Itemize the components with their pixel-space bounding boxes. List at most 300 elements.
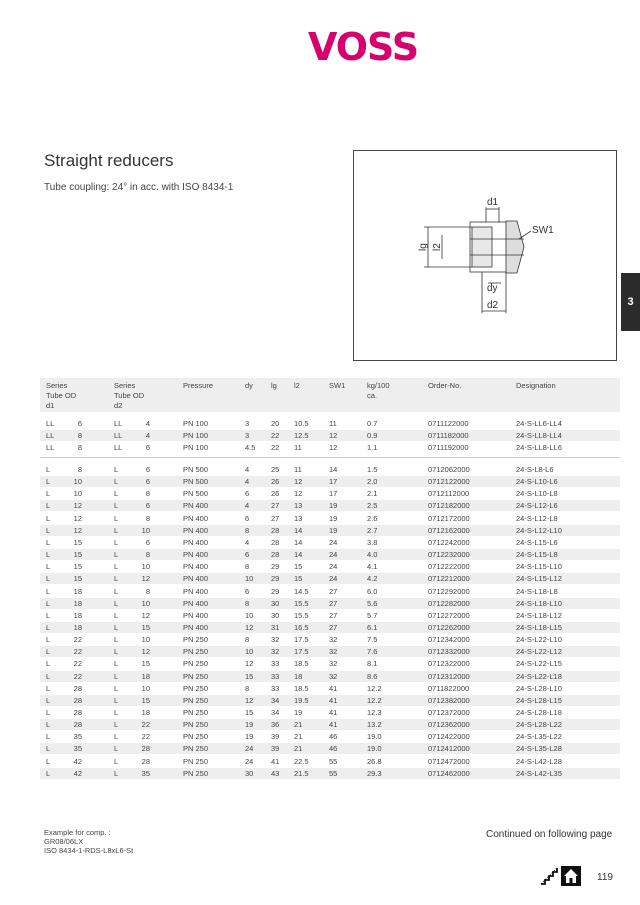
cell-dy: 3 (245, 419, 250, 428)
cell-pressure: PN 500 (183, 477, 209, 487)
cell-od1: 10 (73, 477, 82, 487)
cell-lg: 41 (271, 756, 280, 766)
cell-kg: 5.7 (367, 610, 378, 620)
cell-od1: 12 (73, 525, 82, 535)
cell-od1: 35 (73, 744, 82, 754)
cell-order-no: 0712112000 (428, 489, 470, 499)
cell-series1: L (46, 683, 51, 693)
cell-dy: 10 (245, 610, 254, 620)
cell-dy: 4 (245, 537, 250, 547)
cell-order-no: 0712312000 (428, 671, 470, 681)
label-l2: l2 (432, 243, 443, 251)
cell-series2: L (114, 562, 119, 572)
table-row (40, 731, 620, 742)
cell-sw1: 19 (329, 513, 338, 523)
cell-order-no: 0712322000 (428, 659, 470, 669)
cell-series1: L (46, 610, 51, 620)
cell-kg: 3.8 (367, 537, 378, 547)
cell-order-no: 0712292000 (428, 586, 470, 596)
cell-l2: 12 (294, 477, 303, 487)
cell-od2: 10 (141, 525, 150, 535)
cell-l2: 15 (294, 562, 303, 572)
cell-order-no: 0712332000 (428, 647, 470, 657)
cell-od2: 10 (141, 598, 150, 608)
cell-od2: 22 (141, 732, 150, 742)
cell-kg: 29.3 (367, 768, 382, 778)
table-row (40, 671, 620, 682)
cell-kg: 12.2 (367, 683, 382, 693)
cell-kg: 0.7 (367, 419, 378, 428)
table-row (40, 537, 620, 548)
cell-l2: 14.5 (294, 586, 309, 596)
cell-series1: L (46, 525, 51, 535)
cell-pressure: PN 250 (183, 708, 209, 717)
table-row (40, 707, 620, 718)
cell-kg: 0.9 (367, 431, 378, 440)
cell-series2: L (114, 635, 119, 645)
cell-dy: 19 (245, 732, 254, 742)
cell-series1: L (46, 501, 51, 511)
cell-kg: 8.6 (367, 671, 378, 681)
cell-order-no: 0711182000 (428, 431, 469, 440)
page-title: Straight reducers (44, 151, 174, 170)
cell-dy: 4 (245, 501, 250, 511)
table-row (40, 634, 620, 645)
cell-dy: 12 (245, 622, 254, 632)
cell-od2: 4 (145, 419, 150, 428)
cell-od2: 8 (145, 550, 150, 560)
cell-od2: 15 (141, 622, 150, 632)
table-row (40, 658, 620, 669)
cell-od2: 10 (141, 562, 150, 572)
section-tab: 3 (621, 273, 640, 331)
cell-order-no: 0712242000 (428, 537, 470, 547)
cell-designation: 24-S-L8-L6 (516, 465, 554, 474)
cell-order-no: 0712362000 (428, 720, 470, 730)
cell-lg: 34 (271, 708, 280, 717)
cell-l2: 10.5 (294, 419, 309, 428)
cell-designation: 24-S-L22-L18 (516, 671, 562, 681)
cell-series1: L (46, 598, 51, 608)
cell-designation: 24-S-LL6-LL4 (516, 419, 562, 428)
table-row (40, 476, 620, 487)
cell-dy: 6 (245, 550, 250, 560)
cell-sw1: 24 (329, 562, 338, 572)
cell-pressure: PN 250 (183, 671, 209, 681)
cell-od1: 28 (73, 683, 82, 693)
table-row (40, 646, 620, 657)
label-sw1: SW1 (532, 225, 554, 236)
cell-sw1: 24 (329, 537, 338, 547)
cell-od2: 28 (141, 744, 150, 754)
cell-sw1: 55 (329, 768, 338, 778)
cell-kg: 19.0 (367, 744, 382, 754)
cell-lg: 33 (271, 659, 280, 669)
cell-series2: L (114, 695, 119, 705)
table-row (40, 513, 620, 524)
example-note: Example for comp. : GR08/06LX ISO 8434-1-RDS-L8xL6-St (44, 828, 134, 855)
cell-designation: 24-S-L18-L10 (516, 598, 562, 608)
cell-od2: 6 (145, 443, 150, 452)
cell-pressure: PN 250 (183, 720, 209, 730)
cell-dy: 8 (245, 562, 250, 572)
cell-dy: 8 (245, 635, 250, 645)
cell-l2: 16.5 (294, 622, 309, 632)
cell-od1: 42 (73, 756, 82, 766)
cell-series2: L (114, 720, 119, 730)
cell-l2: 13 (294, 501, 303, 511)
reducer-drawing (354, 151, 618, 362)
header-designation: Designation (516, 381, 556, 390)
cell-od1: 28 (73, 720, 82, 730)
cell-dy: 4 (245, 477, 250, 487)
cell-od2: 8 (145, 513, 150, 523)
cell-kg: 2.1 (367, 489, 378, 499)
label-d2: d2 (487, 300, 499, 311)
cell-pressure: PN 400 (183, 513, 209, 523)
cell-l2: 18.5 (294, 683, 309, 693)
cell-lg: 30 (271, 598, 280, 608)
cell-kg: 2.7 (367, 525, 378, 535)
cell-sw1: 17 (329, 477, 338, 487)
header-dy: dy (245, 381, 253, 390)
cell-series1: L (46, 513, 51, 523)
cell-pressure: PN 400 (183, 562, 209, 572)
cell-sw1: 27 (329, 598, 338, 608)
cell-series2: L (114, 610, 119, 620)
cell-pressure: PN 250 (183, 732, 209, 742)
cell-designation: 24-S-L22-L15 (516, 659, 562, 669)
cell-lg: 29 (271, 562, 280, 572)
cell-series2: L (114, 647, 119, 657)
cell-sw1: 27 (329, 622, 338, 632)
cell-sw1: 14 (329, 465, 338, 474)
cell-order-no: 0712262000 (428, 622, 470, 632)
cell-series2: LL (114, 443, 123, 452)
cell-od2: 8 (145, 586, 150, 596)
cell-od1: 18 (73, 622, 82, 632)
cell-pressure: PN 250 (183, 635, 209, 645)
cell-od2: 12 (141, 610, 150, 620)
cell-od1: 18 (73, 610, 82, 620)
cell-series1: L (46, 708, 51, 717)
table-row (40, 743, 620, 754)
cell-series1: L (46, 659, 51, 669)
cell-lg: 32 (271, 647, 280, 657)
cell-series1: L (46, 647, 51, 657)
cell-designation: 24-S-L18-L15 (516, 622, 562, 632)
cell-sw1: 11 (329, 419, 337, 428)
cell-dy: 15 (245, 671, 254, 681)
cell-od1: 22 (73, 659, 82, 669)
cell-sw1: 32 (329, 647, 338, 657)
cell-series2: L (114, 477, 119, 487)
cell-od1: 35 (73, 732, 82, 742)
cell-designation: 24-S-L28-L10 (516, 683, 562, 693)
cell-l2: 12 (294, 489, 303, 499)
label-lg: lg (418, 243, 429, 251)
cell-series2: L (114, 586, 119, 596)
cell-order-no: 0712342000 (428, 635, 470, 645)
cell-designation: 24-S-L18-L12 (516, 610, 562, 620)
cell-lg: 25 (271, 465, 280, 474)
cell-lg: 27 (271, 513, 280, 523)
cell-l2: 19 (294, 708, 303, 717)
cell-dy: 6 (245, 513, 250, 523)
cell-sw1: 32 (329, 671, 338, 681)
cell-lg: 33 (271, 683, 280, 693)
table-row (40, 418, 620, 429)
cell-order-no: 0712272000 (428, 610, 470, 620)
cell-series1: L (46, 720, 51, 730)
cell-kg: 12.2 (367, 695, 382, 705)
cell-pressure: PN 100 (183, 419, 209, 428)
cell-lg: 33 (271, 671, 280, 681)
cell-kg: 2.6 (367, 513, 378, 523)
cell-kg: 26.8 (367, 756, 382, 766)
cell-od2: 28 (141, 756, 150, 766)
cell-pressure: PN 250 (183, 647, 209, 657)
cell-kg: 7.5 (367, 635, 378, 645)
technical-drawing (353, 150, 617, 361)
label-d1: d1 (487, 197, 499, 208)
cell-order-no: 0712222000 (428, 562, 470, 572)
cell-lg: 20 (271, 419, 280, 428)
cell-designation: 24-S-L18-L8 (516, 586, 558, 596)
cell-order-no: 0712062000 (428, 465, 470, 474)
cell-od1: 8 (77, 443, 82, 452)
cell-designation: 24-S-L10-L6 (516, 477, 558, 487)
cell-od2: 15 (141, 695, 150, 705)
cell-series1: L (46, 465, 51, 474)
cell-series1: L (46, 671, 51, 681)
cell-pressure: PN 400 (183, 586, 209, 596)
cell-sw1: 32 (329, 659, 338, 669)
cell-dy: 12 (245, 695, 254, 705)
cell-l2: 22.5 (294, 756, 309, 766)
cell-designation: 24-S-L22-L12 (516, 647, 562, 657)
cell-dy: 8 (245, 683, 250, 693)
cell-od2: 35 (141, 768, 150, 778)
cell-od1: 15 (73, 537, 82, 547)
cell-series2: L (114, 598, 119, 608)
cell-order-no: 0711122000 (428, 419, 469, 428)
cell-series2: LL (114, 431, 123, 440)
cell-od1: 28 (73, 695, 82, 705)
cell-od1: 15 (73, 562, 82, 572)
cell-designation: 24-S-L42-L35 (516, 768, 562, 778)
cell-od1: 10 (73, 489, 82, 499)
cell-order-no: 0712122000 (428, 477, 470, 487)
cell-od2: 10 (141, 635, 150, 645)
cell-kg: 2.0 (367, 477, 378, 487)
header-kg: kg/100 ca. (367, 381, 390, 400)
cell-l2: 14 (294, 525, 303, 535)
cell-l2: 14 (294, 550, 303, 560)
thread-left (472, 227, 492, 267)
table-row (40, 464, 620, 475)
cell-l2: 21 (294, 720, 303, 730)
stairs-icon[interactable] (539, 866, 559, 886)
cell-order-no: 0712232000 (428, 550, 470, 560)
cell-od1: 6 (77, 419, 82, 428)
cell-dy: 8 (245, 598, 250, 608)
cell-dy: 8 (245, 525, 250, 535)
header-series-d2: Series Tube OD d2 (114, 381, 145, 410)
cell-sw1: 19 (329, 501, 338, 511)
table-row (40, 442, 620, 453)
cell-sw1: 27 (329, 586, 338, 596)
cell-order-no: 0712212000 (428, 574, 470, 584)
cell-pressure: PN 400 (183, 550, 209, 560)
cell-dy: 15 (245, 708, 254, 717)
cell-kg: 7.6 (367, 647, 378, 657)
cell-series1: L (46, 562, 51, 572)
cell-designation: 24-S-L15-L8 (516, 550, 558, 560)
cell-designation: 24-S-L12-L8 (516, 513, 558, 523)
cell-l2: 13 (294, 513, 303, 523)
table-row (40, 683, 620, 694)
cell-series2: L (114, 671, 119, 681)
cell-designation: 24-S-L12-L6 (516, 501, 558, 511)
cell-od2: 18 (141, 671, 150, 681)
cell-od2: 6 (145, 501, 150, 511)
cell-series1: L (46, 635, 51, 645)
cell-pressure: PN 500 (183, 465, 209, 474)
cell-l2: 15 (294, 574, 303, 584)
table-row (40, 549, 620, 560)
cell-l2: 15.5 (294, 610, 309, 620)
cell-dy: 24 (245, 744, 254, 754)
cell-series2: L (114, 550, 119, 560)
cell-order-no: 0712422000 (428, 732, 470, 742)
cell-lg: 26 (271, 489, 280, 499)
cell-lg: 36 (271, 720, 280, 730)
cell-series2: L (114, 513, 119, 523)
header-pressure: Pressure (183, 381, 214, 390)
cell-l2: 14 (294, 537, 303, 547)
cell-od1: 22 (73, 647, 82, 657)
cell-sw1: 12 (329, 443, 338, 452)
cell-od2: 10 (141, 683, 150, 693)
cell-od1: 15 (73, 574, 82, 584)
cell-order-no: 0712162000 (428, 525, 470, 535)
cell-l2: 18 (294, 671, 303, 681)
table-row (40, 756, 620, 767)
cell-series2: L (114, 744, 119, 754)
cell-order-no: 0711192000 (428, 443, 469, 452)
cell-l2: 12.5 (294, 431, 309, 440)
cell-series2: L (114, 708, 119, 717)
cell-kg: 1.1 (367, 443, 378, 452)
cell-od2: 6 (145, 465, 150, 474)
header-series-d1: Series Tube OD d1 (46, 381, 77, 410)
cell-lg: 28 (271, 550, 280, 560)
cell-designation: 24-S-LL8-LL6 (516, 443, 562, 452)
cell-order-no: 0711822000 (428, 683, 470, 693)
cell-series2: L (114, 465, 119, 474)
cell-pressure: PN 400 (183, 501, 209, 511)
cell-lg: 32 (271, 635, 280, 645)
cell-lg: 27 (271, 501, 280, 511)
cell-series1: L (46, 695, 51, 705)
continued-note: Continued on following page (486, 829, 613, 840)
cell-l2: 11 (294, 443, 302, 452)
cell-kg: 1.5 (367, 465, 378, 474)
cell-sw1: 41 (329, 695, 338, 705)
cell-lg: 34 (271, 695, 280, 705)
cell-dy: 24 (245, 756, 254, 766)
cell-l2: 21 (294, 732, 303, 742)
page-subtitle: Tube coupling: 24° in acc. with ISO 8434-1 (44, 182, 234, 193)
cell-sw1: 41 (329, 720, 338, 730)
cell-order-no: 0712472000 (428, 756, 470, 766)
cell-dy: 4 (245, 465, 250, 474)
table-row (40, 695, 620, 706)
header-order-no: Order-No. (428, 381, 462, 390)
cell-series2: L (114, 622, 119, 632)
table-row (40, 598, 620, 609)
cell-od1: 22 (73, 671, 82, 681)
cell-series1: L (46, 477, 51, 487)
cell-series1: L (46, 537, 51, 547)
cell-lg: 30 (271, 610, 280, 620)
cell-order-no: 0712382000 (428, 695, 470, 705)
cell-order-no: 0712462000 (428, 768, 470, 778)
cell-sw1: 24 (329, 574, 338, 584)
cell-lg: 39 (271, 732, 280, 742)
cell-od1: 12 (73, 501, 82, 511)
cell-pressure: PN 500 (183, 489, 209, 499)
cell-dy: 6 (245, 489, 250, 499)
cell-series1: L (46, 768, 51, 778)
cell-l2: 19.5 (294, 695, 309, 705)
cell-lg: 28 (271, 537, 280, 547)
cell-designation: 24-S-L10-L8 (516, 489, 558, 499)
cell-lg: 29 (271, 586, 280, 596)
cell-kg: 13.2 (367, 720, 382, 730)
cell-series1: LL (46, 419, 55, 428)
cell-od2: 4 (145, 431, 150, 440)
cell-pressure: PN 250 (183, 756, 209, 766)
header-l2: l2 (294, 381, 300, 390)
cell-pressure: PN 100 (183, 443, 209, 452)
cell-kg: 6.1 (367, 622, 378, 632)
cell-dy: 4.5 (245, 443, 256, 452)
cell-pressure: PN 250 (183, 744, 209, 754)
home-icon[interactable] (561, 866, 581, 886)
table-row (40, 622, 620, 633)
header-sw1: SW1 (329, 381, 346, 390)
cell-sw1: 27 (329, 610, 338, 620)
table-row (40, 610, 620, 621)
cell-kg: 2.5 (367, 501, 378, 511)
cell-series2: L (114, 574, 119, 584)
cell-order-no: 0712372000 (428, 708, 470, 717)
cell-series1: L (46, 574, 51, 584)
cell-od1: 12 (73, 513, 82, 523)
cell-kg: 6.0 (367, 586, 378, 596)
cell-series1: LL (46, 431, 55, 440)
cell-sw1: 46 (329, 732, 338, 742)
cell-l2: 11 (294, 465, 302, 474)
cell-pressure: PN 250 (183, 659, 209, 669)
cell-designation: 24-S-L28-L22 (516, 720, 562, 730)
cell-sw1: 12 (329, 431, 338, 440)
cell-od2: 22 (141, 720, 150, 730)
cell-od2: 8 (145, 489, 150, 499)
cell-designation: 24-S-L15-L10 (516, 562, 562, 572)
